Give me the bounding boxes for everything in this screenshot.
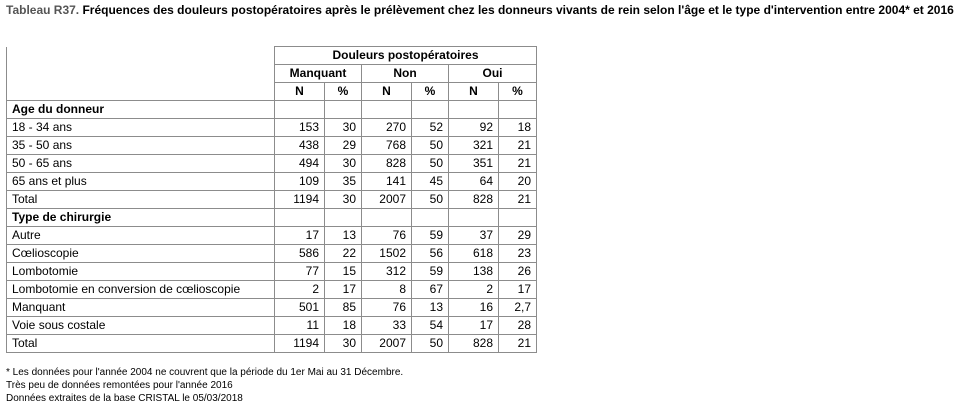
value-cell: 13 <box>412 299 449 317</box>
value-cell: 56 <box>412 245 449 263</box>
value-cell: 438 <box>275 137 325 155</box>
table-row <box>7 173 537 191</box>
header-corner <box>7 47 275 101</box>
value-cell: 586 <box>275 245 325 263</box>
value-cell: 59 <box>412 263 449 281</box>
value-cell: 828 <box>362 155 412 173</box>
subheader-cell: % <box>499 83 537 101</box>
table-row <box>7 137 537 155</box>
value-cell: 85 <box>325 299 362 317</box>
empty-cell <box>449 101 499 119</box>
row-label: Cœlioscopie <box>7 245 275 263</box>
table-row <box>7 317 537 335</box>
empty-cell <box>275 209 325 227</box>
row-label: 50 - 65 ans <box>7 155 275 173</box>
value-cell: 52 <box>412 119 449 137</box>
table-title <box>6 3 961 18</box>
empty-cell <box>325 209 362 227</box>
value-cell: 618 <box>449 245 499 263</box>
value-cell: 11 <box>275 317 325 335</box>
empty-cell <box>449 209 499 227</box>
section-title: Type de chirurgie <box>7 209 275 227</box>
table-row <box>7 155 537 173</box>
value-cell: 2007 <box>362 335 412 353</box>
value-cell: 828 <box>449 191 499 209</box>
value-cell: 321 <box>449 137 499 155</box>
value-cell: 29 <box>325 137 362 155</box>
value-cell: 33 <box>362 317 412 335</box>
footnote: Données extraites de la base CRISTAL le 05/03/2018 <box>6 393 243 404</box>
empty-cell <box>275 101 325 119</box>
section-row <box>7 209 537 227</box>
value-cell: 21 <box>499 155 537 173</box>
footnote: * Les données pour l'année 2004 ne couvrent que la période du 1er Mai au 31 Décembre. <box>6 367 404 378</box>
header-oui: Oui <box>449 65 537 83</box>
empty-cell <box>362 209 412 227</box>
header-row-group <box>7 47 537 65</box>
footnote: Très peu de données remontées pour l'année 2016 <box>6 380 233 391</box>
value-cell: 270 <box>362 119 412 137</box>
value-cell: 1194 <box>275 191 325 209</box>
data-table <box>6 46 537 353</box>
value-cell: 64 <box>449 173 499 191</box>
value-cell: 2 <box>275 281 325 299</box>
empty-cell <box>412 209 449 227</box>
value-cell: 21 <box>499 335 537 353</box>
value-cell: 30 <box>325 155 362 173</box>
subheader-cell: N <box>449 83 499 101</box>
row-label: Lombotomie en conversion de cœlioscopie <box>7 281 275 299</box>
value-cell: 67 <box>412 281 449 299</box>
section-title: Age du donneur <box>7 101 275 119</box>
row-label: Autre <box>7 227 275 245</box>
value-cell: 50 <box>412 335 449 353</box>
group-header: Douleurs postopératoires <box>275 47 537 65</box>
row-label: 35 - 50 ans <box>7 137 275 155</box>
value-cell: 37 <box>449 227 499 245</box>
value-cell: 30 <box>325 119 362 137</box>
value-cell: 92 <box>449 119 499 137</box>
value-cell: 30 <box>325 191 362 209</box>
value-cell: 50 <box>412 191 449 209</box>
row-label: 65 ans et plus <box>7 173 275 191</box>
row-label: Total <box>7 335 275 353</box>
value-cell: 2,7 <box>499 299 537 317</box>
value-cell: 76 <box>362 299 412 317</box>
empty-cell <box>412 101 449 119</box>
value-cell: 17 <box>499 281 537 299</box>
value-cell: 30 <box>325 335 362 353</box>
value-cell: 2007 <box>362 191 412 209</box>
value-cell: 45 <box>412 173 449 191</box>
row-label: Voie sous costale <box>7 317 275 335</box>
value-cell: 15 <box>325 263 362 281</box>
table-ref: Tableau R37. <box>6 3 80 17</box>
value-cell: 28 <box>499 317 537 335</box>
table-row <box>7 281 537 299</box>
header-non: Non <box>362 65 449 83</box>
subheader-cell: N <box>275 83 325 101</box>
value-cell: 17 <box>275 227 325 245</box>
value-cell: 54 <box>412 317 449 335</box>
value-cell: 828 <box>449 335 499 353</box>
table-row <box>7 299 537 317</box>
value-cell: 8 <box>362 281 412 299</box>
header-manquant: Manquant <box>275 65 362 83</box>
value-cell: 17 <box>325 281 362 299</box>
section-row <box>7 101 537 119</box>
table-row <box>7 245 537 263</box>
value-cell: 494 <box>275 155 325 173</box>
subheader-cell: % <box>325 83 362 101</box>
value-cell: 153 <box>275 119 325 137</box>
empty-cell <box>499 101 537 119</box>
value-cell: 312 <box>362 263 412 281</box>
value-cell: 29 <box>499 227 537 245</box>
subheader-cell: N <box>362 83 412 101</box>
value-cell: 138 <box>449 263 499 281</box>
value-cell: 22 <box>325 245 362 263</box>
empty-cell <box>362 101 412 119</box>
value-cell: 13 <box>325 227 362 245</box>
value-cell: 77 <box>275 263 325 281</box>
row-label: Total <box>7 191 275 209</box>
footnotes <box>6 366 956 405</box>
row-label: Lombotomie <box>7 263 275 281</box>
table-row <box>7 263 537 281</box>
value-cell: 18 <box>499 119 537 137</box>
value-cell: 20 <box>499 173 537 191</box>
table-title-text: Fréquences des douleurs postopératoires après le prélèvement chez les donneurs vivants de rein selon l'âge et le type d'intervention entre 2004* et 2016 <box>79 3 954 17</box>
row-label: 18 - 34 ans <box>7 119 275 137</box>
table-row <box>7 191 537 209</box>
value-cell: 21 <box>499 137 537 155</box>
value-cell: 16 <box>449 299 499 317</box>
value-cell: 50 <box>412 137 449 155</box>
value-cell: 17 <box>449 317 499 335</box>
value-cell: 23 <box>499 245 537 263</box>
table-row <box>7 335 537 353</box>
value-cell: 351 <box>449 155 499 173</box>
value-cell: 18 <box>325 317 362 335</box>
value-cell: 26 <box>499 263 537 281</box>
value-cell: 768 <box>362 137 412 155</box>
value-cell: 76 <box>362 227 412 245</box>
empty-cell <box>499 209 537 227</box>
table-row <box>7 227 537 245</box>
row-label: Manquant <box>7 299 275 317</box>
empty-cell <box>325 101 362 119</box>
value-cell: 59 <box>412 227 449 245</box>
value-cell: 50 <box>412 155 449 173</box>
subheader-cell: % <box>412 83 449 101</box>
value-cell: 109 <box>275 173 325 191</box>
value-cell: 1194 <box>275 335 325 353</box>
table-row <box>7 119 537 137</box>
value-cell: 35 <box>325 173 362 191</box>
value-cell: 21 <box>499 191 537 209</box>
value-cell: 2 <box>449 281 499 299</box>
value-cell: 501 <box>275 299 325 317</box>
value-cell: 141 <box>362 173 412 191</box>
value-cell: 1502 <box>362 245 412 263</box>
